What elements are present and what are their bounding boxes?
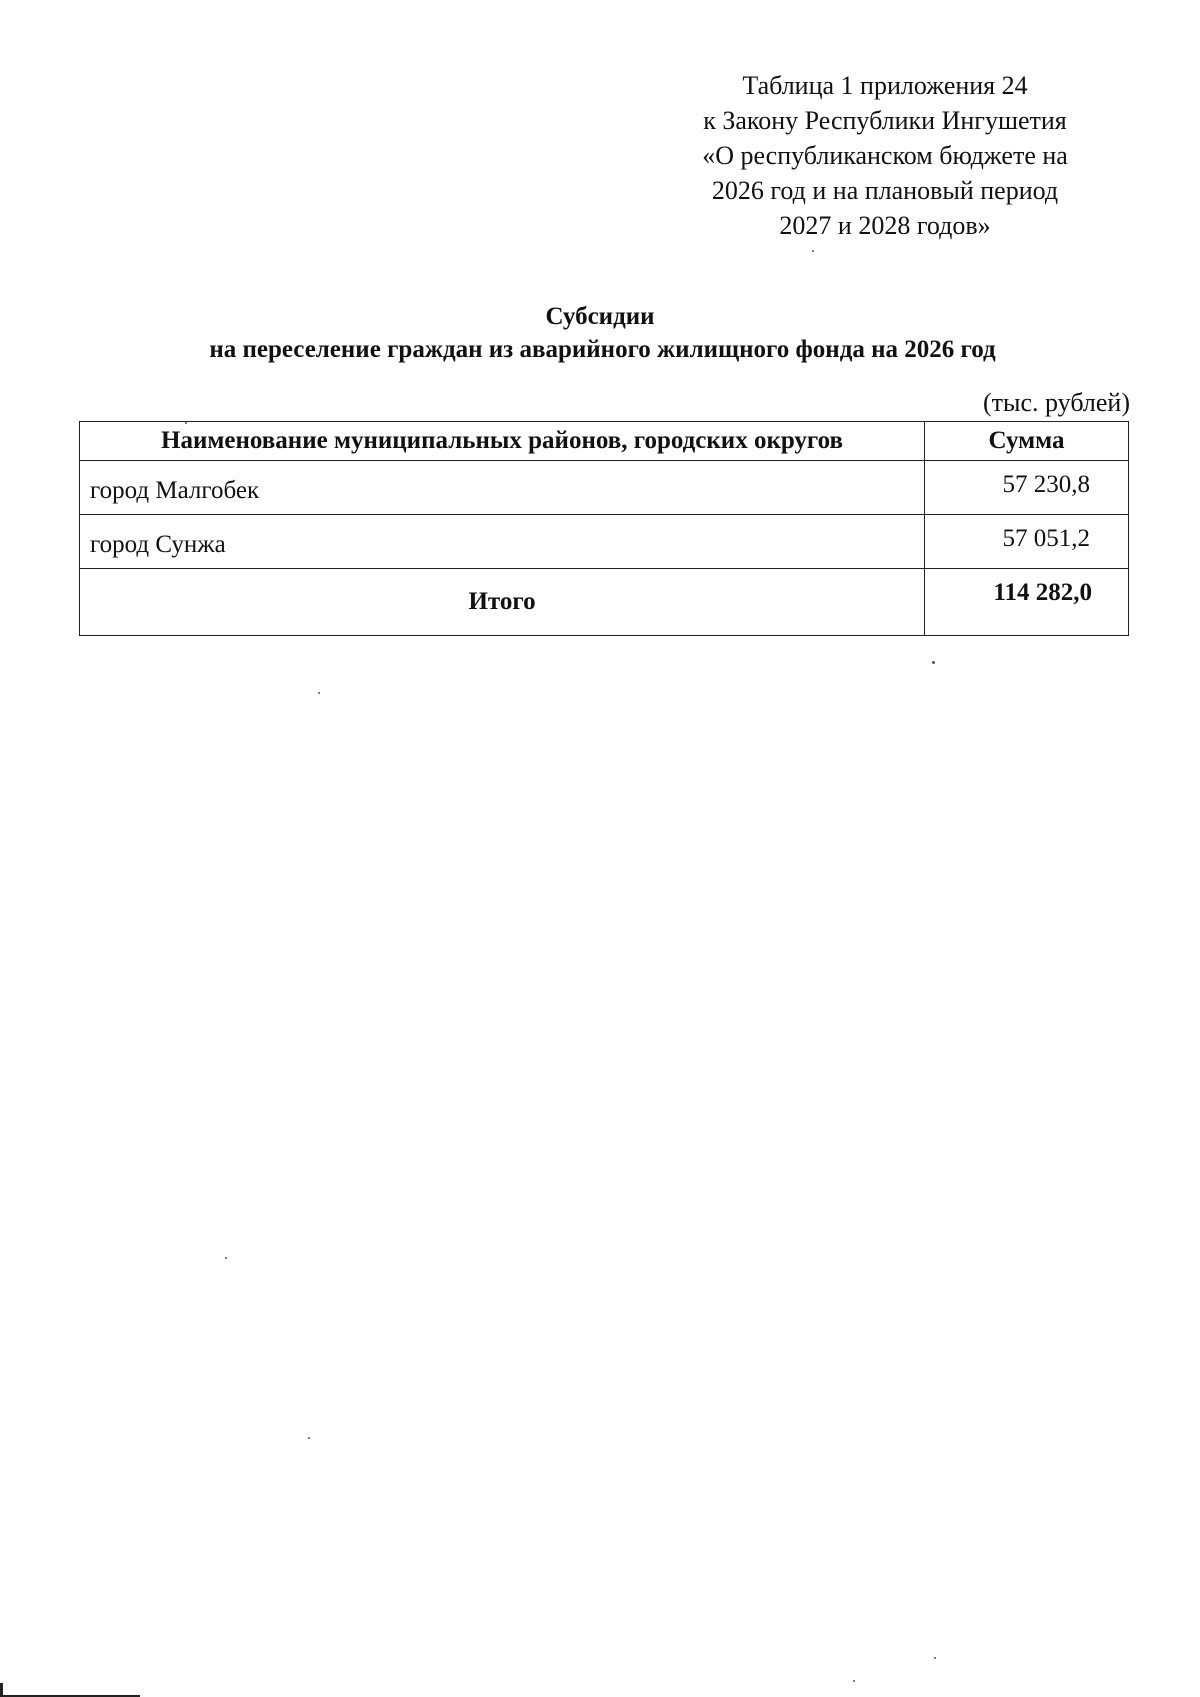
table-row	[80, 515, 1129, 569]
title-line-2: на переселение граждан из аварийного жилищного фонда на 2026 год	[209, 336, 996, 363]
total-row	[80, 569, 1129, 636]
scan-speck	[812, 250, 814, 252]
appendix-header-line: к Закону Республики Ингушетия	[703, 106, 1067, 135]
scan-speck	[932, 661, 935, 664]
scan-speck	[308, 1437, 310, 1439]
total-label-cell: Итого	[80, 569, 925, 636]
row-name-cell: город Малгобек	[80, 461, 925, 515]
subsidy-table	[79, 421, 1129, 636]
row-sum-cell: 57 230,8	[925, 461, 1129, 515]
appendix-header-line: Таблица 1 приложения 24	[742, 71, 1028, 100]
scan-edge-mark	[0, 1683, 3, 1697]
scan-speck	[225, 1257, 227, 1259]
document-title	[0, 300, 1200, 366]
row-sum-cell: 57 051,2	[925, 515, 1129, 569]
table-header-row	[80, 422, 1129, 461]
header-sum: Сумма	[925, 422, 1129, 461]
scan-speck	[853, 1680, 855, 1682]
appendix-header-line: «О республиканском бюджете на	[702, 141, 1068, 170]
scan-speck	[185, 422, 187, 424]
table-row	[80, 461, 1129, 515]
total-sum-cell: 114 282,0	[925, 569, 1129, 636]
appendix-header-line: 2026 год и на плановый период	[711, 176, 1059, 205]
row-name-cell: город Сунжа	[80, 515, 925, 569]
scan-speck	[934, 1657, 936, 1659]
appendix-header	[660, 68, 1110, 243]
header-name: Наименование муниципальных районов, городских округов	[80, 422, 925, 461]
title-line-1: Субсидии	[545, 303, 655, 330]
scan-speck	[318, 692, 320, 694]
appendix-header-line: 2027 и 2028 годов»	[779, 211, 991, 240]
units-label: (тыс. рублей)	[982, 388, 1130, 417]
